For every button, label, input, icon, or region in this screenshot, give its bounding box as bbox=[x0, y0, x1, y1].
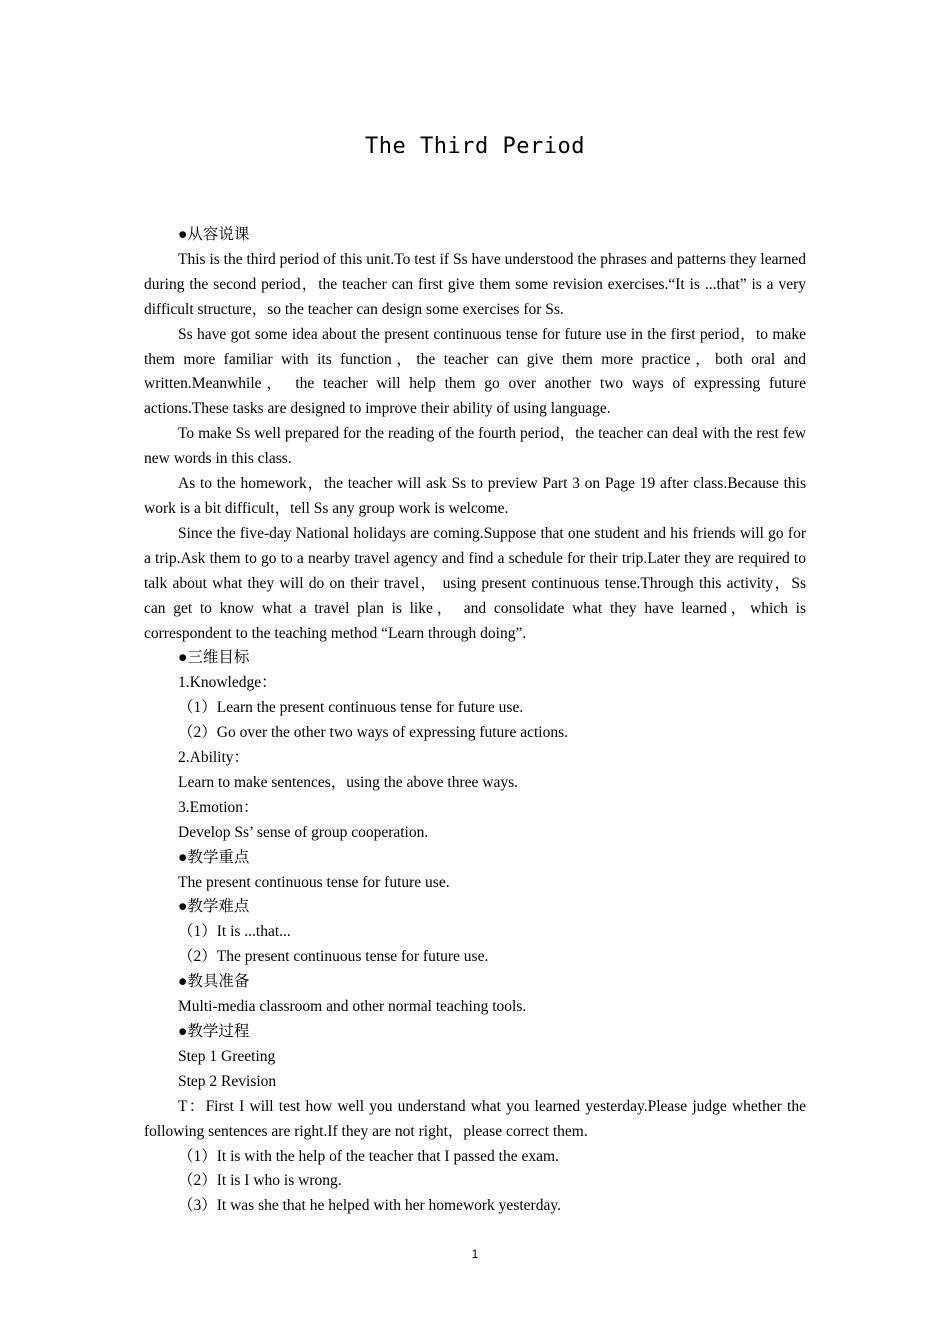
paragraph: Ss have got some idea about the present continuous tense for future use in the first period，to make them more familiar with its function，the teacher can give them more practice，both oral and written.Meanwhile， the teacher will help them go over another two ways of expressing future actions.These tasks are designed to improve their ability of using language. bbox=[144, 325, 806, 418]
section-heading-key-points: ●教学重点 bbox=[178, 848, 250, 866]
objective-item: Develop Ss’ sense of group cooperation. bbox=[178, 823, 429, 841]
paragraph: This is the third period of this unit.To test if Ss have understood the phrases and patterns they learned during the second period，the teacher can first give them some revision exercises.“It is ...that” is a very difficult structure，so the teacher can design some exercises for Ss. bbox=[144, 250, 806, 318]
sentence-item: （3）It was she that he helped with her homework yesterday. bbox=[178, 1197, 561, 1215]
sentence-item: （2）It is I who is wrong. bbox=[178, 1172, 342, 1190]
section-heading-intro: ●从容说课 bbox=[178, 226, 250, 243]
document-body bbox=[144, 223, 806, 1219]
paragraph: T：First I will test how well you understand what you learned yesterday.Please judge whether the following sentences are right.If they are not right，please correct them. bbox=[144, 1097, 806, 1140]
step-line: Step 2 Revision bbox=[178, 1072, 277, 1090]
tools-text: Multi-media classroom and other normal teaching tools. bbox=[178, 998, 527, 1016]
difficulty-item: （2）The present continuous tense for future use. bbox=[178, 948, 489, 966]
difficulty-item: （1）It is ...that... bbox=[178, 923, 291, 941]
section-heading-difficulties: ●教学难点 bbox=[178, 898, 250, 916]
sentence-item: （1）It is with the help of the teacher that I passed the exam. bbox=[178, 1147, 559, 1165]
paragraph: As to the homework，the teacher will ask Ss to preview Part 3 on Page 19 after class.Because this work is a bit difficult，tell Ss any group work is welcome. bbox=[144, 475, 806, 517]
page-title: The Third Period bbox=[365, 134, 585, 159]
section-heading-tools: ●教具准备 bbox=[178, 973, 250, 991]
objective-item: （2）Go over the other two ways of expressing future actions. bbox=[178, 724, 568, 742]
paragraph: Since the five-day National holidays are coming.Suppose that one student and his friends will go for a trip.Ask them to go to a nearby travel agency and find a schedule for their trip.Later they are required to talk about what they will do on their travel， using present continuous tense.Through this activity，Ss can get to know what a travel plan is like， and consolidate what they have learned，which is correspondent to the teaching method “Learn through doing”. bbox=[144, 524, 806, 642]
objective-item: （1）Learn the present continuous tense for future use. bbox=[178, 699, 524, 717]
key-point-text: The present continuous tense for future use. bbox=[178, 873, 450, 891]
objective-label: 1.Knowledge： bbox=[178, 674, 277, 692]
section-heading-process: ●教学过程 bbox=[178, 1023, 250, 1040]
page-number: 1 bbox=[471, 1247, 479, 1261]
step-line: Step 1 Greeting bbox=[178, 1047, 276, 1065]
objective-label: 3.Emotion： bbox=[178, 798, 259, 816]
paragraph: To make Ss well prepared for the reading of the fourth period，the teacher can deal with the rest few new words in this class. bbox=[144, 425, 806, 468]
objective-item: Learn to make sentences，using the above three ways. bbox=[178, 773, 519, 791]
objective-label: 2.Ability： bbox=[178, 749, 250, 767]
section-heading-objectives: ●三维目标 bbox=[178, 649, 250, 667]
